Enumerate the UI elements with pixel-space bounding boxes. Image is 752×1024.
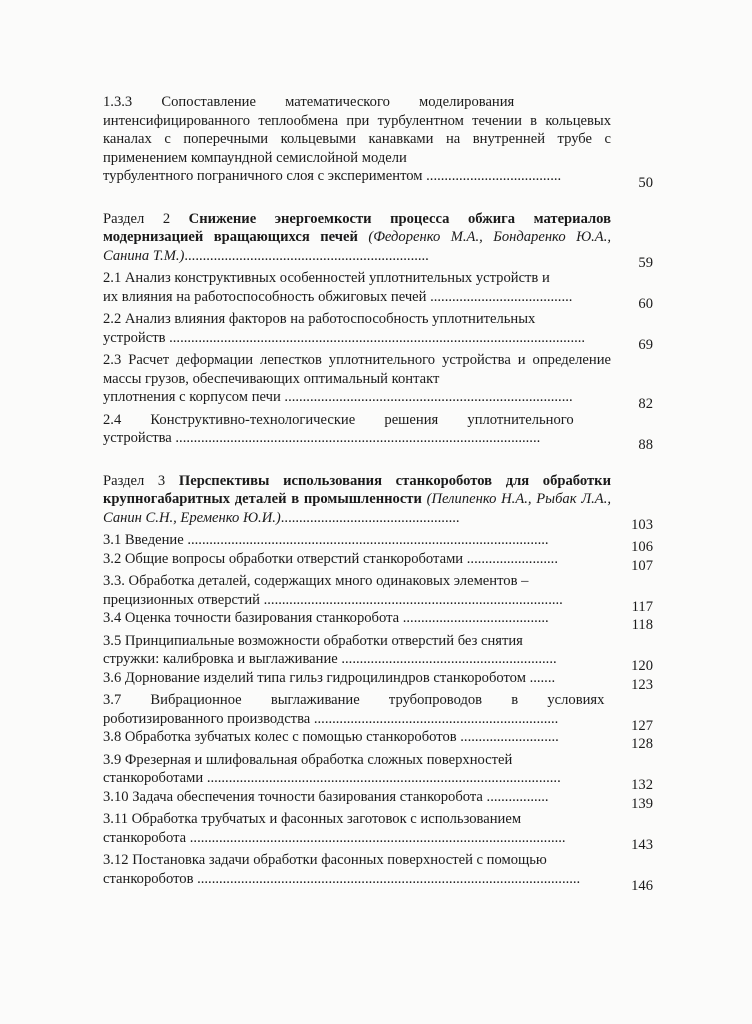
toc-entry-3-6[interactable]	[103, 669, 663, 693]
toc-entry-leader: уплотнения с корпусом печи ...............................................................................	[103, 389, 573, 405]
toc-entry-body: 3.5 Принципиальные возможности обработки отверстий без снятия	[103, 632, 523, 649]
toc-entry-text	[103, 93, 611, 186]
toc-entry-leader: 3.2 Общие вопросы обработки отверстий станкороботами .........................	[103, 550, 558, 567]
toc-entry-body: 3.3. Обработка деталей, содержащих много одинаковых элементов –	[103, 573, 529, 589]
toc-entry-body: 3.9 Фрезерная и шлифовальная обработка сложных поверхностей	[103, 751, 513, 768]
toc-entry-2-1[interactable]	[103, 269, 663, 312]
toc-entry-leader: 3.1 Введение ...................................................................................................	[103, 532, 549, 548]
toc-page-number: 127	[631, 717, 653, 734]
toc-page-number: 146	[631, 877, 653, 894]
toc-entry-body: 2.1 Анализ конструктивных особенностей уплотнительных устройств и	[103, 270, 550, 286]
toc-entry-3-4[interactable]	[103, 609, 663, 633]
toc-page-number: 128	[631, 736, 653, 752]
toc-section-2[interactable]	[103, 210, 663, 271]
toc-entry-text	[103, 669, 611, 688]
toc-page-number: 118	[631, 617, 653, 633]
toc-page-number: 59	[638, 254, 653, 271]
toc-entry-3-11[interactable]	[103, 810, 663, 853]
toc-entry-body: 2.2 Анализ влияния факторов на работоспособность уплотнительных	[103, 311, 536, 327]
section-title: Перспективы использования станкороботов для обработки крупногабаритных деталей в промышленности	[103, 472, 611, 507]
toc-entry-leader: устройств ..................................................................................................................	[103, 329, 586, 346]
section-authors: (Федоренко М.А., Бондаренко Ю.А., Санина Т.М.)	[103, 229, 611, 264]
toc-entry-text	[103, 310, 611, 347]
toc-entry-3-1[interactable]	[103, 531, 663, 555]
toc-entry-leader: 3.10 Задача обеспечения точности базирования станкоробота .................	[103, 788, 549, 805]
toc-page-number: 120	[631, 658, 653, 674]
toc-page-number: 60	[638, 295, 653, 312]
toc-entry-text	[103, 728, 611, 747]
toc-page-number: 50	[638, 175, 653, 191]
toc-entry-text	[103, 351, 611, 407]
toc-page-number: 107	[631, 557, 653, 574]
toc-entry-first-line: 3.7 Вибрационное выглаживание трубопроводов в условиях	[103, 692, 605, 708]
toc-entry-leader: 3.6 Дорнование изделий типа гильз гидроцилиндров станкороботом .......	[103, 669, 556, 686]
toc-entry-leader: 3.8 Обработка зубчатых колес с помощью станкороботов ...........................	[103, 729, 559, 745]
toc-entry-leader: станкоробота .......................................................................................................	[103, 829, 566, 846]
toc-entry-text	[103, 411, 611, 448]
section-prefix: Раздел 3	[103, 472, 179, 489]
toc-entry-text	[103, 691, 611, 728]
toc-entry-2-2[interactable]	[103, 310, 663, 353]
toc-entry-text	[103, 269, 611, 306]
toc-page-number: 82	[638, 396, 653, 412]
toc-entry-leader: турбулентного пограничного слоя с экспериментом .....................................	[103, 168, 562, 184]
toc-page-number: 117	[631, 598, 653, 615]
toc-entry-text	[103, 572, 611, 609]
toc-entry-leader: роботизированного производства ...................................................................	[103, 710, 559, 727]
toc-entry-text	[103, 609, 611, 628]
toc-entry-3-2[interactable]	[103, 550, 663, 574]
toc-entry-2-4[interactable]	[103, 411, 663, 453]
toc-entry-3-3[interactable]	[103, 572, 663, 615]
toc-entry-body: интенсифицированного теплообмена при турбулентном течении в кольцевых каналах с поперечными кольцевыми канавками на внутренней трубе с применением компаундной семислойной модели	[103, 112, 611, 166]
toc-entry-leader: ...................................................................	[184, 247, 429, 264]
toc-entry-body: 2.3 Расчет деформации лепестков уплотнительного устройства и определение массы грузов, обеспечивающих оптимальный контакт	[103, 352, 611, 387]
toc-entry-leader: их влияния на работоспособность обжиговых печей .......................................	[103, 288, 573, 305]
toc-entry-text	[103, 472, 611, 528]
toc-section-3[interactable]	[103, 472, 663, 533]
toc-entry-2-3[interactable]	[103, 351, 663, 412]
toc-entry-leader: устройства ....................................................................................................	[103, 430, 541, 446]
toc-page-number: 69	[638, 336, 653, 353]
toc-entry-text	[103, 210, 611, 266]
toc-entry-text	[103, 851, 611, 888]
toc-entry-3-8[interactable]	[103, 728, 663, 752]
toc-entry-text	[103, 751, 611, 788]
toc-page-number: 139	[631, 795, 653, 812]
toc-entry-text	[103, 531, 611, 550]
toc-entry-leader: станкороботов .........................................................................................................	[103, 870, 581, 887]
toc-page-number: 103	[631, 516, 653, 533]
toc-page-number: 88	[638, 437, 653, 453]
toc-entry-text	[103, 632, 611, 669]
toc-entry-body: 3.12 Постановка задачи обработки фасонных поверхностей с помощью	[103, 852, 547, 868]
toc-entry-3-10[interactable]	[103, 788, 663, 812]
toc-entry-text	[103, 810, 611, 847]
toc-entry-leader: 3.4 Оценка точности базирования станкоробота ........................................	[103, 610, 549, 626]
toc-entry-3-9[interactable]	[103, 751, 663, 793]
toc-entry-3-12[interactable]	[103, 851, 663, 894]
toc-page-number: 132	[631, 777, 653, 793]
toc-entry-text	[103, 788, 611, 807]
toc-entry-first-line: 2.4 Конструктивно-технологические решения уплотнительного	[103, 411, 574, 428]
toc-entry-body: 3.11 Обработка трубчатых и фасонных заготовок с использованием	[103, 811, 522, 827]
toc-entry-leader: .................................................	[280, 509, 460, 526]
toc-entry-text	[103, 550, 611, 569]
toc-entry-1-3-3[interactable]	[103, 93, 663, 191]
toc-entry-leader: прецизионных отверстий ..................................................................................	[103, 591, 563, 608]
toc-entry-leader: стружки: калибровка и выглаживание ...........................................................	[103, 651, 557, 667]
table-of-contents	[103, 93, 663, 894]
toc-entry-3-5[interactable]	[103, 632, 663, 674]
toc-entry-first-line: 1.3.3 Сопоставление математического моделирования	[103, 94, 515, 110]
toc-entry-leader: станкороботами .................................................................................................	[103, 770, 561, 786]
section-prefix: Раздел 2	[103, 210, 189, 227]
section-title: Снижение энергоемкости процесса обжига материалов модернизацией вращающихся печей	[103, 210, 611, 245]
section-authors: (Пелипенко Н.А., Рыбак Л.А., Санин С.Н., Еременко Ю.И.)	[103, 491, 611, 526]
toc-page-number: 143	[631, 836, 653, 853]
toc-page-number: 123	[631, 676, 653, 693]
toc-page-number: 106	[631, 539, 653, 555]
toc-entry-3-7[interactable]	[103, 691, 663, 734]
